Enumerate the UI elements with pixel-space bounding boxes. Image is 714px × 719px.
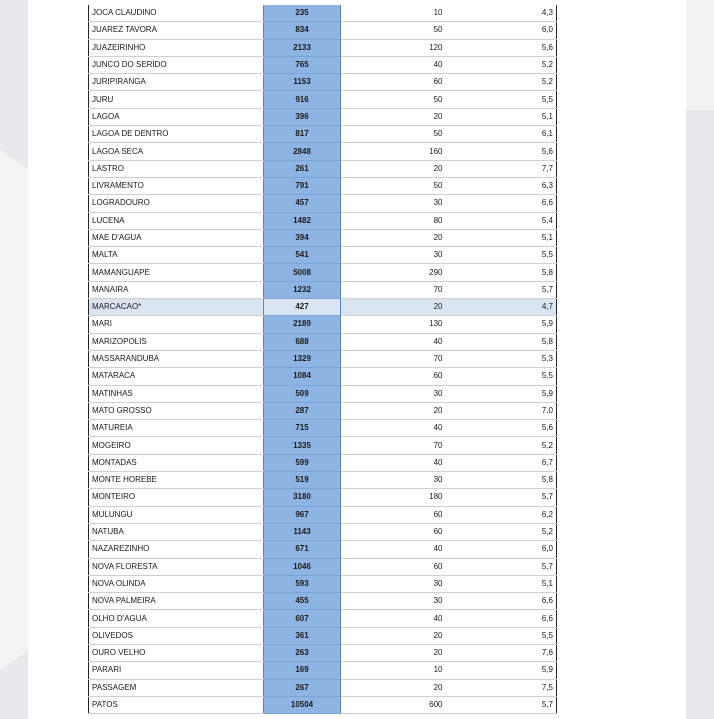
population-cell: 671 — [264, 541, 341, 558]
municipality-name-cell: MATINHAS — [89, 385, 264, 402]
municipality-name-cell: MARCACAO* — [89, 299, 264, 316]
rate-cell: 6,6 — [446, 593, 557, 610]
rate-cell: 5,1 — [446, 229, 557, 246]
table-row — [89, 454, 557, 471]
rate-cell: 5,7 — [446, 696, 557, 713]
table-row — [89, 39, 557, 56]
municipality-name-cell: NAZAREZINHO — [89, 541, 264, 558]
table-row — [89, 506, 557, 523]
population-cell: 599 — [264, 454, 341, 471]
population-cell: 817 — [264, 126, 341, 143]
table-row — [89, 523, 557, 540]
count-cell: 20 — [341, 160, 446, 177]
population-cell: 3180 — [264, 489, 341, 506]
count-cell: 30 — [341, 195, 446, 212]
population-cell: 1084 — [264, 368, 341, 385]
count-cell: 30 — [341, 385, 446, 402]
table-row — [89, 575, 557, 592]
count-cell: 30 — [341, 247, 446, 264]
rate-cell: 5,6 — [446, 39, 557, 56]
population-cell: 263 — [264, 644, 341, 661]
population-cell: 2133 — [264, 39, 341, 56]
municipality-name-cell: JUAZEIRINHO — [89, 39, 264, 56]
rate-cell: 5,1 — [446, 108, 557, 125]
municipality-name-cell: LAGOA SECA — [89, 143, 264, 160]
table-row — [89, 281, 557, 298]
table-row — [89, 74, 557, 91]
count-cell: 20 — [341, 402, 446, 419]
rate-cell: 5,2 — [446, 56, 557, 73]
population-cell: 5008 — [264, 264, 341, 281]
municipality-name-cell: JUNCO DO SERIDO — [89, 56, 264, 73]
rate-cell: 6,7 — [446, 454, 557, 471]
population-cell: 1335 — [264, 437, 341, 454]
table-row — [89, 126, 557, 143]
municipality-name-cell: MASSARANDUBA — [89, 350, 264, 367]
rate-cell: 5,8 — [446, 472, 557, 489]
count-cell: 60 — [341, 74, 446, 91]
rate-cell: 5,9 — [446, 385, 557, 402]
municipality-name-cell: MATO GROSSO — [89, 402, 264, 419]
rate-cell: 5,5 — [446, 91, 557, 108]
population-cell: 235 — [264, 5, 341, 22]
rate-cell: 6,6 — [446, 195, 557, 212]
rate-cell: 5,2 — [446, 437, 557, 454]
count-cell: 10 — [341, 662, 446, 679]
municipality-name-cell: JUAREZ TAVORA — [89, 22, 264, 39]
document-page — [28, 0, 686, 719]
municipality-name-cell: MULUNGU — [89, 506, 264, 523]
table-row — [89, 5, 557, 22]
rate-cell: 7,6 — [446, 644, 557, 661]
count-cell: 60 — [341, 558, 446, 575]
count-cell: 20 — [341, 299, 446, 316]
table-row — [89, 299, 557, 316]
count-cell: 70 — [341, 281, 446, 298]
count-cell: 20 — [341, 644, 446, 661]
table-row — [89, 264, 557, 281]
count-cell: 40 — [341, 610, 446, 627]
population-cell: 361 — [264, 627, 341, 644]
population-cell: 427 — [264, 299, 341, 316]
table-row — [89, 212, 557, 229]
table-row — [89, 489, 557, 506]
rate-cell: 4,3 — [446, 5, 557, 22]
count-cell: 130 — [341, 316, 446, 333]
count-cell: 10 — [341, 5, 446, 22]
population-cell: 396 — [264, 108, 341, 125]
municipality-name-cell: MARIZOPOLIS — [89, 333, 264, 350]
municipality-name-cell: MAMANGUAPE — [89, 264, 264, 281]
municipality-name-cell: LAGOA DE DENTRO — [89, 126, 264, 143]
population-cell: 169 — [264, 662, 341, 679]
count-cell: 20 — [341, 229, 446, 246]
table-row — [89, 56, 557, 73]
rate-cell: 5,9 — [446, 316, 557, 333]
municipality-name-cell: JURIPIRANGA — [89, 74, 264, 91]
count-cell: 40 — [341, 420, 446, 437]
table-row — [89, 247, 557, 264]
table-row — [89, 368, 557, 385]
population-cell: 457 — [264, 195, 341, 212]
municipality-name-cell: PATOS — [89, 696, 264, 713]
population-cell: 10504 — [264, 696, 341, 713]
rate-cell: 5,2 — [446, 523, 557, 540]
count-cell: 40 — [341, 333, 446, 350]
table-body — [89, 5, 557, 714]
table-row — [89, 195, 557, 212]
rate-cell: 5,5 — [446, 368, 557, 385]
municipality-name-cell: OURO VELHO — [89, 644, 264, 661]
table-row — [89, 610, 557, 627]
table-row — [89, 91, 557, 108]
population-cell: 967 — [264, 506, 341, 523]
table-row — [89, 160, 557, 177]
rate-cell: 6,0 — [446, 22, 557, 39]
count-cell: 50 — [341, 22, 446, 39]
municipality-name-cell: MALTA — [89, 247, 264, 264]
population-cell: 394 — [264, 229, 341, 246]
population-cell: 1153 — [264, 74, 341, 91]
count-cell: 40 — [341, 454, 446, 471]
municipality-name-cell: MONTE HOREBE — [89, 472, 264, 489]
table-row — [89, 420, 557, 437]
municipality-name-cell: LAGOA — [89, 108, 264, 125]
table-row — [89, 558, 557, 575]
table-row — [89, 316, 557, 333]
rate-cell: 5,5 — [446, 247, 557, 264]
population-cell: 267 — [264, 679, 341, 696]
table-row — [89, 350, 557, 367]
municipality-name-cell: MARI — [89, 316, 264, 333]
rate-cell: 5,6 — [446, 143, 557, 160]
count-cell: 70 — [341, 350, 446, 367]
rate-cell: 5,1 — [446, 575, 557, 592]
count-cell: 50 — [341, 91, 446, 108]
municipality-name-cell: LOGRADOURO — [89, 195, 264, 212]
count-cell: 20 — [341, 627, 446, 644]
municipality-name-cell: OLIVEDOS — [89, 627, 264, 644]
count-cell: 30 — [341, 593, 446, 610]
table-row — [89, 662, 557, 679]
population-cell: 834 — [264, 22, 341, 39]
municipality-name-cell: JURU — [89, 91, 264, 108]
municipality-name-cell: MOGEIRO — [89, 437, 264, 454]
count-cell: 60 — [341, 506, 446, 523]
population-cell: 261 — [264, 160, 341, 177]
population-cell: 688 — [264, 333, 341, 350]
table-row — [89, 679, 557, 696]
rate-cell: 5,5 — [446, 627, 557, 644]
table-row — [89, 385, 557, 402]
municipality-name-cell: OLHO D'AGUA — [89, 610, 264, 627]
municipality-name-cell: LUCENA — [89, 212, 264, 229]
count-cell: 70 — [341, 437, 446, 454]
population-cell: 765 — [264, 56, 341, 73]
rate-cell: 5,7 — [446, 281, 557, 298]
rate-cell: 5,8 — [446, 333, 557, 350]
count-cell: 30 — [341, 472, 446, 489]
count-cell: 20 — [341, 679, 446, 696]
rate-cell: 5,2 — [446, 74, 557, 91]
municipality-name-cell: NOVA FLORESTA — [89, 558, 264, 575]
population-cell: 287 — [264, 402, 341, 419]
population-cell: 1232 — [264, 281, 341, 298]
count-cell: 50 — [341, 126, 446, 143]
population-cell: 1482 — [264, 212, 341, 229]
table-row — [89, 541, 557, 558]
count-cell: 50 — [341, 177, 446, 194]
rate-cell: 6,2 — [446, 506, 557, 523]
count-cell: 20 — [341, 108, 446, 125]
rate-cell: 5,6 — [446, 420, 557, 437]
count-cell: 600 — [341, 696, 446, 713]
table-row — [89, 593, 557, 610]
municipality-name-cell: PARARI — [89, 662, 264, 679]
municipality-name-cell: NATUBA — [89, 523, 264, 540]
municipality-name-cell: MATARACA — [89, 368, 264, 385]
count-cell: 290 — [341, 264, 446, 281]
population-cell: 593 — [264, 575, 341, 592]
count-cell: 30 — [341, 575, 446, 592]
count-cell: 120 — [341, 39, 446, 56]
table-row — [89, 644, 557, 661]
population-cell: 2848 — [264, 143, 341, 160]
table-row — [89, 177, 557, 194]
rate-cell: 5,3 — [446, 350, 557, 367]
population-cell: 715 — [264, 420, 341, 437]
municipality-name-cell: NOVA PALMEIRA — [89, 593, 264, 610]
population-cell: 1046 — [264, 558, 341, 575]
rate-cell: 7,7 — [446, 160, 557, 177]
count-cell: 180 — [341, 489, 446, 506]
rate-cell: 5,4 — [446, 212, 557, 229]
municipality-name-cell: MATUREIA — [89, 420, 264, 437]
rate-cell: 5,7 — [446, 489, 557, 506]
table-row — [89, 437, 557, 454]
municipality-name-cell: MANAIRA — [89, 281, 264, 298]
table-row — [89, 22, 557, 39]
municipality-name-cell: JOCA CLAUDINO — [89, 5, 264, 22]
rate-cell: 6,0 — [446, 541, 557, 558]
municipality-name-cell: MAE D'AGUA — [89, 229, 264, 246]
municipality-name-cell: MONTADAS — [89, 454, 264, 471]
municipality-table — [88, 5, 557, 714]
population-cell: 509 — [264, 385, 341, 402]
population-cell: 519 — [264, 472, 341, 489]
count-cell: 60 — [341, 368, 446, 385]
population-cell: 1329 — [264, 350, 341, 367]
rate-cell: 7,5 — [446, 679, 557, 696]
population-cell: 2189 — [264, 316, 341, 333]
population-cell: 791 — [264, 177, 341, 194]
rate-cell: 5,8 — [446, 264, 557, 281]
table-row — [89, 627, 557, 644]
municipality-name-cell: LIVRAMENTO — [89, 177, 264, 194]
population-cell: 1143 — [264, 523, 341, 540]
count-cell: 80 — [341, 212, 446, 229]
table-row — [89, 333, 557, 350]
table-row — [89, 696, 557, 713]
table-row — [89, 472, 557, 489]
count-cell: 40 — [341, 541, 446, 558]
count-cell: 160 — [341, 143, 446, 160]
count-cell: 60 — [341, 523, 446, 540]
municipality-name-cell: PASSAGEM — [89, 679, 264, 696]
table-row — [89, 108, 557, 125]
population-cell: 916 — [264, 91, 341, 108]
population-cell: 541 — [264, 247, 341, 264]
table-row — [89, 229, 557, 246]
population-cell: 607 — [264, 610, 341, 627]
table-row — [89, 143, 557, 160]
municipality-name-cell: LASTRO — [89, 160, 264, 177]
municipality-name-cell: NOVA OLINDA — [89, 575, 264, 592]
municipality-name-cell: MONTEIRO — [89, 489, 264, 506]
rate-cell: 4,7 — [446, 299, 557, 316]
rate-cell: 5,9 — [446, 662, 557, 679]
population-cell: 455 — [264, 593, 341, 610]
count-cell: 40 — [341, 56, 446, 73]
rate-cell: 5,7 — [446, 558, 557, 575]
rate-cell: 6,1 — [446, 126, 557, 143]
rate-cell: 6,6 — [446, 610, 557, 627]
rate-cell: 6,3 — [446, 177, 557, 194]
table-row — [89, 402, 557, 419]
rate-cell: 7,0 — [446, 402, 557, 419]
